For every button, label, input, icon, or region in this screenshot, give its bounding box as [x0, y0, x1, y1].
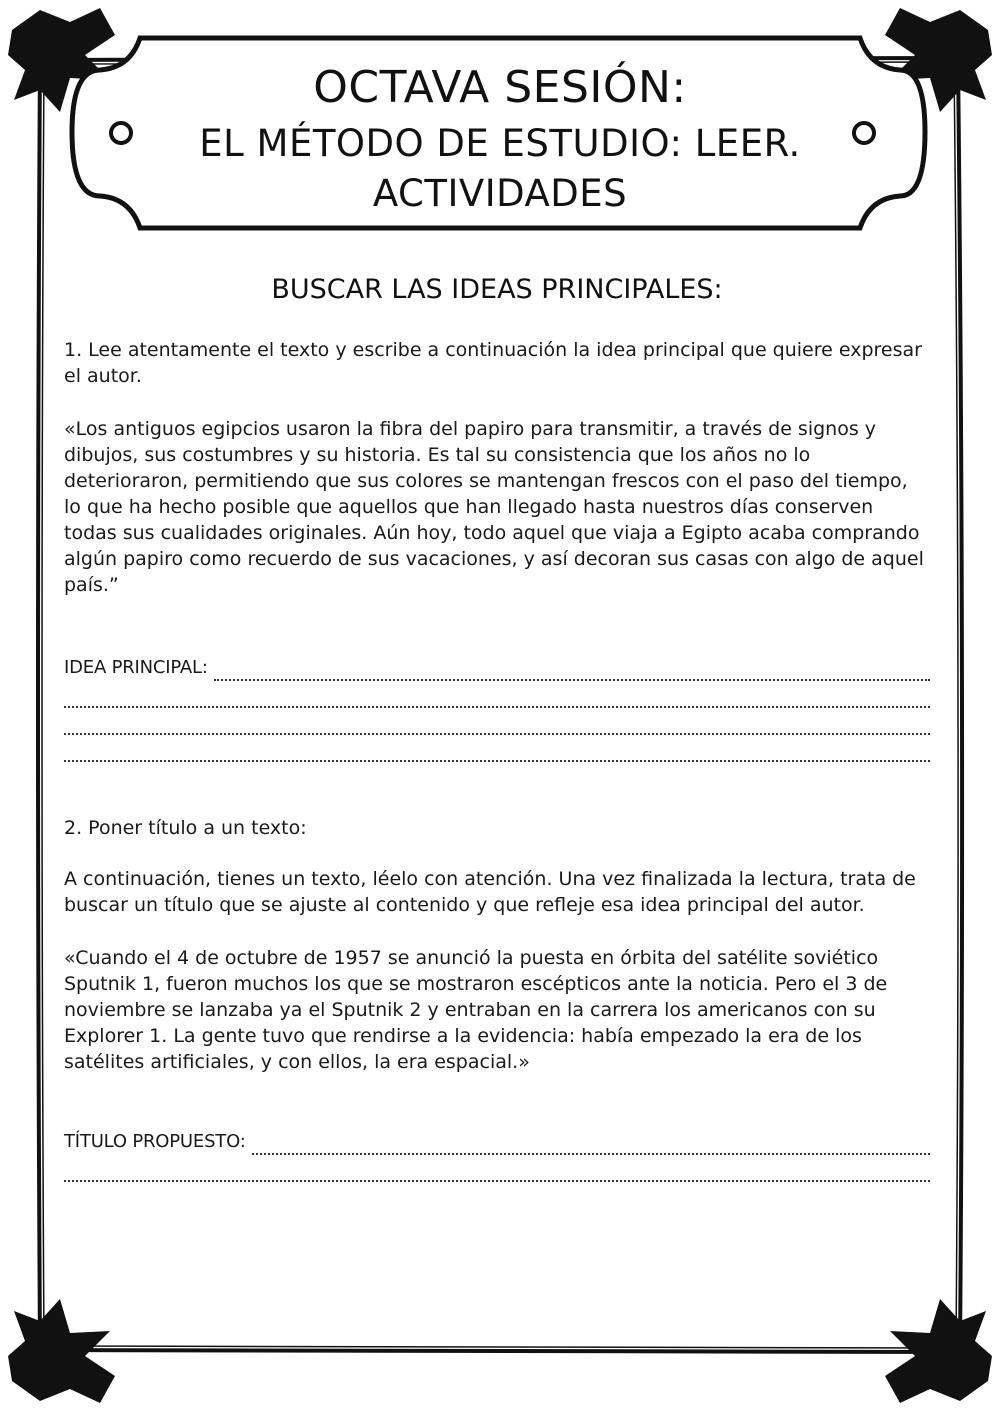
activity1-instruction: 1. Lee atentamente el texto y escribe a continuación la idea principal que quiere expresar el autor. — [64, 339, 922, 387]
dotted-line[interactable] — [214, 659, 930, 681]
activity2-description: A continuación, tienes un texto, léelo con atención. Una vez finalizada la lectura, trata de buscar un título que se ajuste al contenido y que refleje esa idea principal del autor. — [64, 868, 916, 916]
dotted-line[interactable] — [252, 1133, 930, 1155]
title-line-3: ACTIVIDADES — [372, 172, 628, 215]
title-line-2: EL MÉTODO DE ESTUDIO: LEER. — [199, 122, 801, 165]
activity1-text: «Los antiguos egipcios usaron la fibra del papiro para transmitir, a través de signos y dibujos, sus costumbres y su historia. Es tal su consistencia que los años no lo deterioraron, permitiendo que sus colores se mantengan frescos con el paso del tiempo, lo que ha hecho posible que aquellos que han llegado hasta nuestros días conserven todas sus cualidades originales. Aún hoy, todo aquel que viaja a Egipto acaba comprando algún papiro como recuerdo de sus vacaciones, y así decoran sus casas con algo de aquel país.” — [64, 418, 924, 596]
dotted-line[interactable] — [64, 686, 930, 708]
banner-circle-icon — [854, 123, 874, 143]
dotted-line[interactable] — [64, 1160, 930, 1182]
section-heading: BUSCAR LAS IDEAS PRINCIPALES: — [271, 274, 723, 305]
answer-line[interactable] — [64, 735, 930, 762]
dotted-line[interactable] — [64, 713, 930, 735]
idea-principal-label: IDEA PRINCIPAL: — [64, 657, 208, 678]
answer-line[interactable] — [64, 708, 930, 735]
activity2-text: «Cuando el 4 de octubre de 1957 se anunció la puesta en órbita del satélite soviético Sputnik 1, fueron muchos los que se mostraron escépticos ante la noticia. Pero el 3 de noviembre se lanzaba ya el Sputnik 2 y entraban en la carrera los americanos con su Explorer 1. La gente tuvo que rendirse a la evidencia: había empezado la era de los satélites artificiales, y con ellos, la era espacial.» — [64, 947, 888, 1073]
answer-line[interactable] — [64, 1128, 930, 1155]
idea-principal-answer[interactable] — [64, 654, 930, 762]
titulo-propuesto-answer[interactable] — [64, 1128, 930, 1182]
answer-line[interactable] — [64, 681, 930, 708]
dotted-line[interactable] — [64, 740, 930, 762]
answer-line[interactable] — [64, 1155, 930, 1182]
answer-line[interactable] — [64, 654, 930, 681]
activity2-instruction: 2. Poner título a un texto: — [64, 817, 307, 839]
title-line-1: OCTAVA SESIÓN: — [313, 62, 687, 113]
banner-circle-icon — [111, 123, 131, 143]
titulo-propuesto-label: TÍTULO PROPUESTO: — [64, 1131, 246, 1152]
